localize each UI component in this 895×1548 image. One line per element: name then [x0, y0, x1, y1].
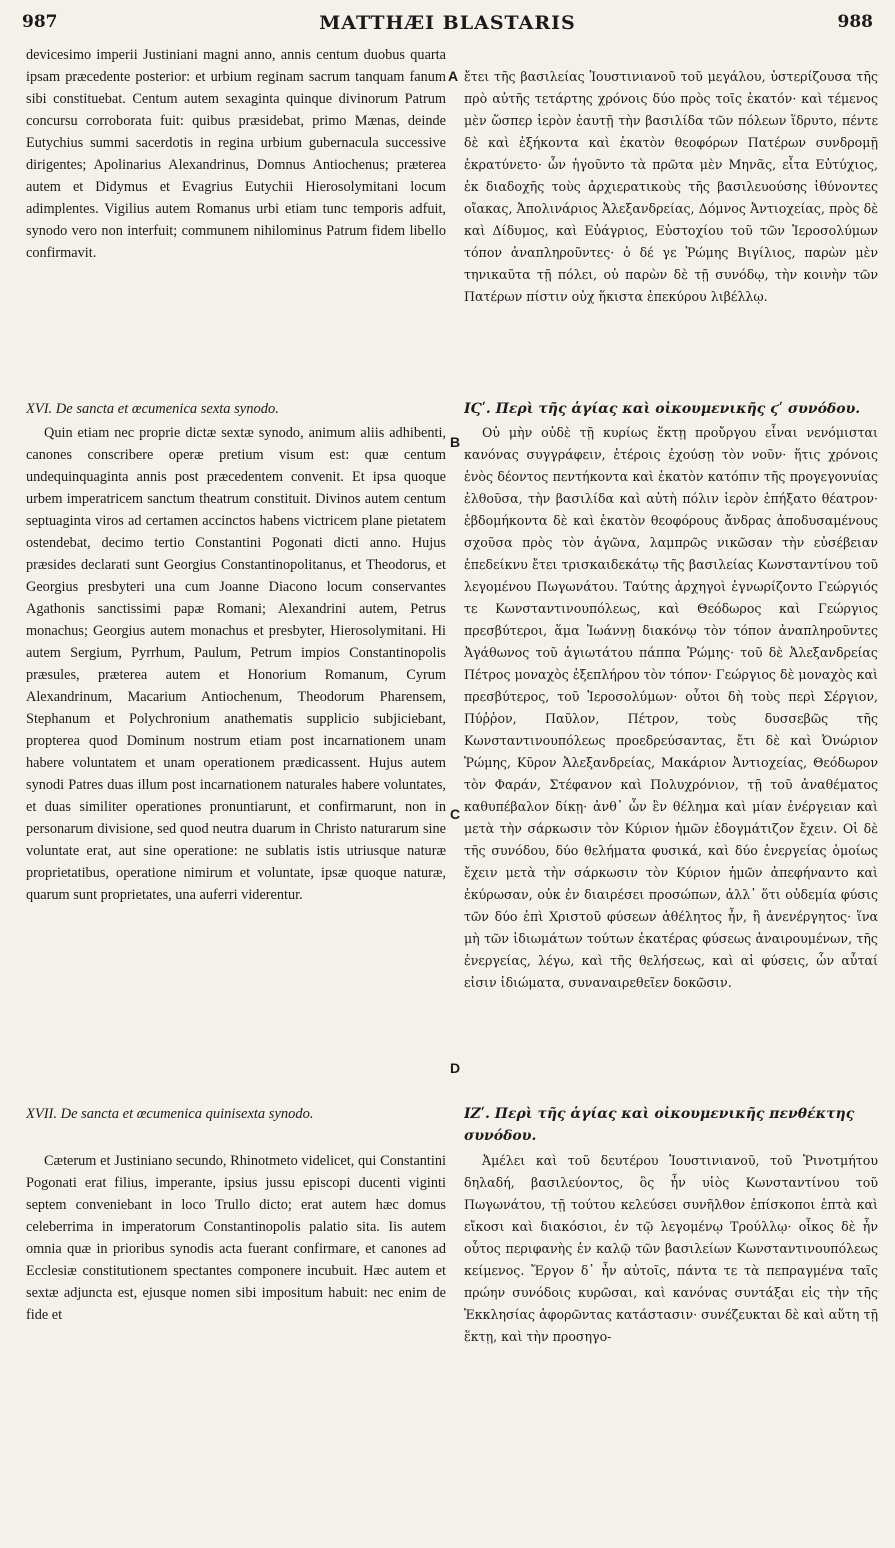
latin-section-16-text: Quin etiam nec proprie dictæ sextæ synodo, animum aliis adhibenti, canones conscribere operæ pretium visum est: quæ centum undequinquaginta annis post præcedentem convenit. Et ipsa quoque urbem imperatricem sanctum theatrum constituit. Divinos autem centum septuaginta viros ad certamen accinctos habens victricem plane pietatem ostendebat, decimo tertio Constantini Pogonati dicti anno. Hujus præsides declarati sunt Georgius Constantinopolitanus, et Theodorus, et Georgius presbyteri una cum Joanne Diacono locum conservantes Agathonis sanctissimi papæ Romani; Alexandrini autem, Petrus monachus; Georgius autem monachus et presbyter, Hierosolymitani. Hi autem Sergium, Pyrrhum, Paulum, Petrum impios Constantinopolis præsules, præterea autem et Honorium Romanum, Cyrum Alexandrinum, Macarium Antiochenum, Theodorum Pharensem, Stephanum et Polychronium anathematis supplicio subjiciebant, propterea quod Dominum nostrum etiam post incarnationem unam habere voluntatem et unam operationem prædicassent. Hujus autem synodi Patres duas illum post incarnationem naturales habere voluntates, et duas similiter operationes pronuntiarunt, et confirmarunt, non in personarum divisione, sed quod neutra duarum in Christo naturarum sine voluntate erat, aut sine operatione: ne sublatis istis utriusque naturæ proprietatibus, operatione nimirum et voluntate, ipsæ quoque naturæ, quarum sunt proprietates, una auferri viderentur.: [26, 425, 446, 903]
margin-letter-a: A: [448, 68, 459, 84]
greek-section-16-text: Οὐ μὴν οὐδὲ τῇ κυρίως ἕκτῃ προὔργου εἶναι νενόμισται κανόνας συγγράφειν, ἑτέροις ἐχούσῃ τὸν νοῦν· ἥτις χρόνοις ἑνὸς δέοντος πεντήκοντα καὶ ἑκατὸν κατόπιν τῆς προγεγονυίας ἐλθοῦσα, τὴν βασιλίδα καὶ αὐτὴ πόλιν ἱερὸν ἐπήξατο θέατρον· ἑβδομήκοντα δὲ καὶ ἑκατὸν θεοφόρους ἄνδρας ἀποδυσαμένους σχοῦσα πρὸς τὸν ἀγῶνα, λαμπρῶς νικῶσαν τὴν εὐσέβειαν ἐπεδείκνυ ἔτει τρισκαιδεκάτῳ τῆς βασιλείας Κωνσταντίνου τοῦ λεγομένου Πωγωνάτου. Ταύτης ἀρχηγοὶ ἐγνωρίζοντο Γεώργιός τε Κωνσταντινουπόλεως, καὶ Θεόδωρος καὶ Γεώργιος πρεσβύτεροι, ἅμα Ἰωάννῃ διακόνῳ τὸν τόπον ἀναπληροῦντες Ἀγάθωνος τοῦ ἁγιωτάτου πάππα Ῥώμης· τοῦ δὲ Ἀλεξανδρείας Πέτρος μοναχὸς ἐξεπλήρου τὸν τόπον· Γεώργιος δὲ μοναχὸς καὶ πρεσβύτερος, τοῦ Ἱεροσολύμων· οὗτοι δὴ τοὺς περὶ Σέργιον, Πύῤῥον, Παῦλον, Πέτρον, τοὺς δυσσεβῶς τῆς Κωνσταντινουπόλεως προεδρεύσαντας, ἔτι δὲ καὶ Ὀνώριον Ῥώμης, Κῦρον Ἀλεξανδρείας, Μακάριον Ἀντιοχείας, Θεόδωρον τὸν Φαράν, Στέφανον καὶ Πολυχρόνιον, τῇ τοῦ ἀναθέματος καθυπέβαλον δίκῃ· ἀνθ᾽ ὧν ἓν θέλημα καὶ μίαν ἐνέργειαν καὶ μετὰ τὴν σάρκωσιν τὸν Κύριον ἡμῶν ἐδογμάτιζον ἔχειν. Οἱ δὲ τῆς συνόδου, δύο θελήματα φυσικά, καὶ δύο ἐνεργείας ὁμοίως ἔχειν μετὰ τὴν σάρκωσιν τὸν Κύριον ἡμῶν ἀπεφήναντο καὶ ἐκύρωσαν, οὐκ ἐν διαιρέσει προσώπων, ἀλλ᾽ ὅτι οὐδεμία φύσις τῶν δύο ἐπὶ Χριστοῦ φύσεων ἀθέλητος ἦν, ἢ ἀνενέργητος· ἵνα μὴ τῶν ἰδιωμάτων τούτων ἑκατέρας φύσεως ἀναιρουμένων, τῆς ἐνεργείας, λέγω, καὶ τῆς θελήσεως, καὶ αἱ φύσεις, ὧν αὗταί εἰσιν ἰδιώματα, συναναιρεθεῖεν δοκῶσιν.: [464, 425, 878, 990]
running-title: MATTHÆI BLASTARIS: [319, 12, 576, 34]
latin-section-16-block: [26, 422, 446, 1060]
running-header: [0, 12, 895, 42]
greek-intro-text: ἔτει τῆς βασιλείας Ἰουστινιανοῦ τοῦ μεγάλου, ὑστερίζουσα τῆς πρὸ αὐτῆς τετάρτης χρόνοις δύο πρὸς τοῖς ἑκατόν· καὶ τέμενος μὲν ὥσπερ ἱερὸν ἑαυτῇ τὴν βασιλίδα τῶν πόλεων ἵδρυτο, πέντε δὲ καὶ ἑξήκοντα καὶ ἑκατὸν θεοφόρων Πατέρων συνδρομῇ ἐκρατύνετο· ὧν ἡγοῦντο τὰ πρῶτα μὲν Μηνᾶς, εἶτα Εὐτύχιος, ἐκ διαδοχῆς τοὺς ἀρχιερατικοὺς τῆς βασιλευούσης ἰθύνοντες οἴακας, Ἀπολινάριος Ἀλεξανδρείας, Δόμνος Ἀντιοχείας, πρὸς δὲ καὶ Δίδυμος, καὶ Εὐάγριος, Εὐστοχίου τοῦ τῶν Ἱεροσολύμων τόπον ἀναπληροῦντες· ὁ δέ γε Ῥώμης Βιγίλιος, παρὼν μὲν τηνικαῦτα τῇ πόλει, οὐ παρὼν δὲ τῇ συνόδῳ, τὴν κοινὴν τῶν Πατέρων πίστιν οὐχ ἥκιστα ἐπεκύρου λιβέλλῳ.: [464, 69, 878, 304]
page-number-left: 987: [22, 12, 58, 32]
greek-intro-block: [464, 66, 878, 396]
greek-section-17-block: [464, 1150, 878, 1506]
latin-section-17-text: Cæterum et Justiniano secundo, Rhinotmeto videlicet, qui Constantini Pogonati erat filius, imperante, ipsius jussu episcopi ducenti viginti septem conveniebant in loco Trullo dicto; erat autem hæc domus celeberrima in imperatorum Constantinopolis palatio sita. Iis autem omnia quæ in prioribus synodis acta fuerant confirmare, et canones ad Ecclesiæ constitutionem spectantes componere incubuit. Hæc autem et sextæ adjuncta est, ejusque nomen sibi impositum habuit: nec enim de fide et: [26, 1153, 446, 1323]
latin-section-17-block: [26, 1150, 446, 1506]
latin-heading-17-block: [26, 1103, 446, 1127]
greek-section-17-text: Ἀμέλει καὶ τοῦ δευτέρου Ἰουστινιανοῦ, τοῦ Ῥινοτμήτου δηλαδή, βασιλεύοντος, ὃς ἦν υἱὸς Κωνσταντίνου τοῦ Πωγωνάτου, τῇ τούτου κελεύσει συνῆλθον ἐπίσκοποι ἑπτὰ καὶ εἴκοσι καὶ διακόσιοι, ἐν τῷ λεγομένῳ Τρούλλῳ· οἶκος δὲ ἦν οὗτος περιφανὴς ἐν καλῷ τῶν βασιλείων Κωνσταντινουπόλεως κείμενος. Ἔργον δ᾽ ἦν αὐτοῖς, πάντα τε τὰ πεπραγμένα ταῖς πρώην συνόδοις κυρῶσαι, καὶ κανόνας συντάξαι εἰς τὴν τῆς Ἐκκλησίας ἀφορῶντας κατάστασιν· συνέζευκται δὲ καὶ αὕτη τῇ ἕκτῃ, καὶ τὴν προσηγο-: [464, 1153, 878, 1344]
greek-heading-17-block: [464, 1103, 878, 1147]
greek-heading-16-block: [464, 398, 878, 422]
latin-intro-text: devicesimo imperii Justiniani magni anno, annis centum duobus quarta ipsam præcedente posterior: et urbium reginam sacrum tanquam fanum sibi constituebat. Centum autem sexaginta quinque divinorum Patrum concursu corroborata fuit: quibus præsidebat, primo Mænas, deinde Eutychius summi sacerdotis in regina urbium gubernacula successive dirigentes; Apolinarius Alexandrinus, Domnus Antiochenus; præterea autem et Didymus et Evagrius Eutychii Hierosolymitani locum adimplentes. Vigilius autem Romanus urbi etiam tunc temporis adfuit, synodo vero non interfuit; communem nihilominus Patrum fidem libello confirmavit.: [26, 47, 446, 261]
greek-section-heading-16: ΙϚʹ. Περὶ τῆς ἁγίας καὶ οἰκουμενικῆς ϛʹ συνόδου.: [464, 401, 861, 417]
latin-heading-16-block: [26, 398, 446, 422]
page-number-right: 988: [837, 12, 873, 32]
margin-letter-b: B: [450, 434, 461, 450]
latin-intro-block: [26, 44, 446, 396]
margin-letter-c: C: [450, 806, 461, 822]
greek-section-heading-17: ΙΖʹ. Περὶ τῆς ἁγίας καὶ οἰκουμενικῆς πενθέκτης συνόδου.: [464, 1106, 855, 1144]
greek-section-16-block: [464, 422, 878, 1094]
margin-letter-d: D: [450, 1060, 461, 1076]
latin-section-heading-17: XVII. De sancta et œcumenica quinisexta synodo.: [26, 1106, 314, 1122]
latin-section-heading-16: XVI. De sancta et œcumenica sexta synodo.: [26, 401, 279, 417]
